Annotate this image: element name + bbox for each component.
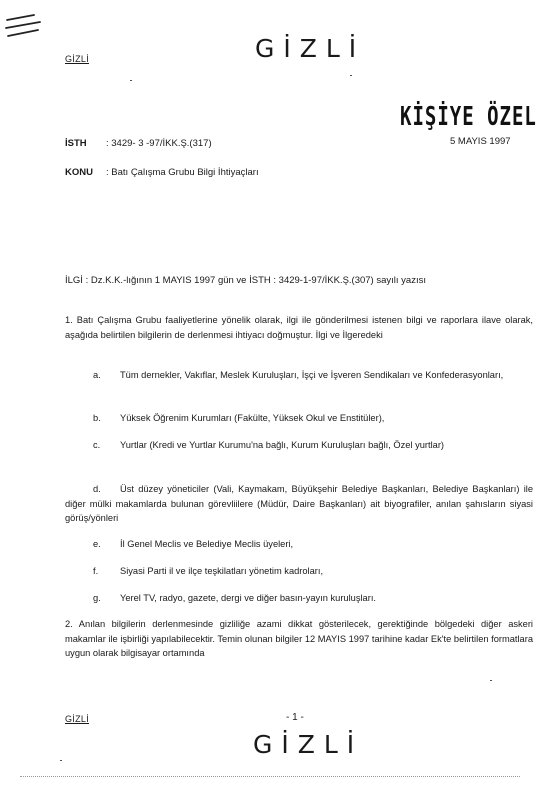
list-item: Tüm dernekler, Vakıflar, Meslek Kuruluşları, İşçi ve İşveren Sendikaları ve Konfederasyonları, — [120, 370, 504, 380]
isth-value: : 3429- 3 -97/İKK.Ş.(317) — [106, 138, 212, 149]
paragraph-1: 1. Batı Çalışma Grubu faaliyetlerine yönelik olarak, ilgi ile gönderilmesi istenen bilgi ve raporlara ilave olarak, aşağıda belirtilen bilgilerin de derlenmesi ihtiyacı doğmuştur. İlgi ve İlgeredeki — [65, 315, 533, 340]
classification-bottom-large: GİZLİ — [253, 730, 364, 759]
scan-speck — [350, 75, 352, 76]
isth-label: İSTH — [65, 138, 87, 149]
list-item: Yurtlar (Kredi ve Yurtlar Kurumu'na bağlı, Kurum Kuruluşları bağlı, Özel yurtlar) — [120, 440, 445, 450]
scan-speck — [490, 680, 492, 681]
ilgi-reference: İLGİ : Dz.K.K.-lığının 1 MAYIS 1997 gün ve İSTH : 3429-1-97/İKK.Ş.(307) sayılı yazısı — [65, 275, 426, 286]
item-letter: f. — [93, 566, 99, 576]
item-letter: d. — [93, 484, 101, 494]
list-item: Üst düzey yöneticiler (Vali, Kaymakam, Büyükşehir Belediye Başkanları, Belediye Başkanları) ile diğer mülki makamlarda bulunan görevliilere (Müdür, Daire Başkanları) ait biyografiler, anılan şahısların siyasi görüş/yönleri — [65, 484, 533, 523]
konu-label: KONU — [65, 167, 93, 178]
item-letter: g. — [93, 593, 101, 603]
list-item: İl Genel Meclis ve Belediye Meclis üyeleri, — [120, 539, 294, 549]
list-item: Yerel TV, radyo, gazete, dergi ve diğer basın-yayın kuruluşları. — [120, 593, 376, 603]
item-letter: b. — [93, 413, 101, 423]
classification-bottom-small: GİZLİ — [65, 714, 90, 724]
scan-noise-line — [20, 775, 520, 777]
classification-top-large: GİZLİ — [255, 34, 366, 63]
classification-top-small: GİZLİ — [65, 54, 90, 64]
document-date: 5 MAYIS 1997 — [450, 136, 511, 147]
list-item: Yüksek Öğrenim Kurumları (Fakülte, Yüksek Okul ve Enstitüler), — [120, 413, 385, 423]
list-item: Siyasi Parti il ve ilçe teşkilatları yönetim kadroları, — [120, 566, 324, 576]
paragraph-2: 2. Anılan bilgilerin derlenmesinde gizliliğe azami dikkat gösterilecek, gerektiğinde bölgedeki diğer askeri makamlar ile işbirliği yapılabilecektir. Temin olunan bilgiler 12 MAYIS 1997 tarihine kadar Ek'te belirtilen formatlara uygun olarak bilgisayar ortamında — [65, 619, 533, 658]
scan-speck — [130, 80, 132, 81]
item-letter: e. — [93, 539, 101, 549]
item-letter: a. — [93, 370, 101, 380]
page-number: - 1 - — [286, 712, 304, 723]
konu-value: : Batı Çalışma Grubu Bilgi İhtiyaçları — [106, 167, 259, 178]
handwritten-mark — [4, 12, 46, 42]
personal-stamp: KİŞİYE ÖZEL — [400, 102, 537, 132]
item-letter: c. — [93, 440, 101, 450]
scan-speck — [60, 760, 62, 761]
